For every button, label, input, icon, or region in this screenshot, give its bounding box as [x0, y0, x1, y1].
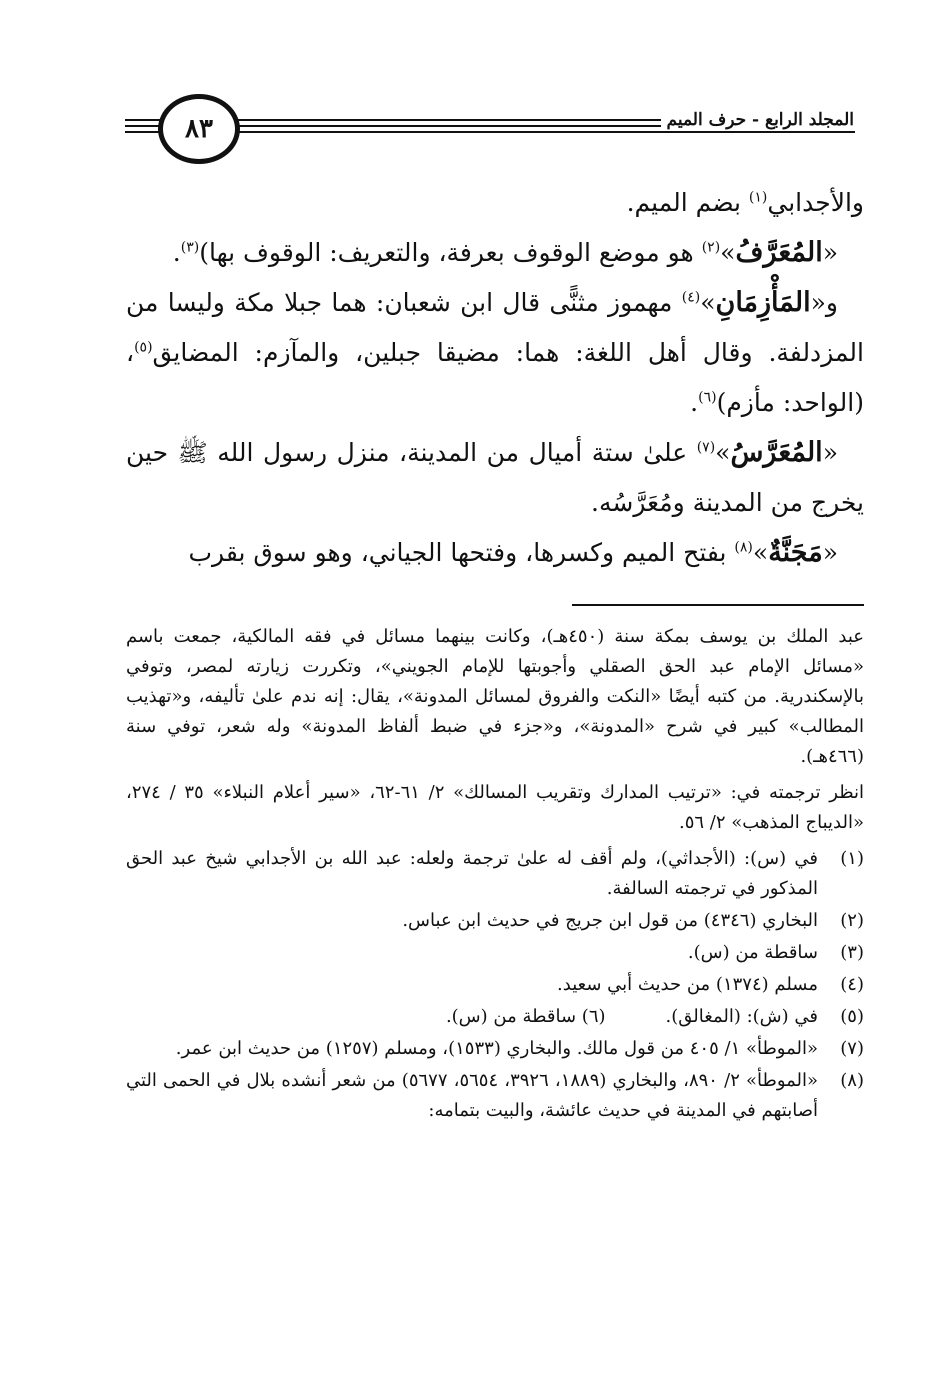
paragraph: و«المَأْزِمَانِ»$^{(٤)}$ مهموز مثنًّى قال ابن شعبان: هما جبلا مكة وليسا من المزدلفة. وقال أهل اللغة: هما: مضيقا جبلين، والمآزم: المضايق$^{(٥)}$، (الواحد: مأزم)$^{(٦)}$.: [126, 287, 864, 417]
footnote: (١) في (س): (الأجداثي)، ولم أقف له علىٰ ترجمة ولعله: عبد الله بن الأجدابي شيخ عبد الحق المذكور في ترجمته السالفة.: [126, 848, 864, 899]
headword: المُعَرَّفُ: [735, 237, 823, 268]
main-text: [126, 178, 864, 578]
paragraph: «مَجَنَّةٌ»$^{(٨)}$ بفتح الميم وكسرها، وفتحها الجياني، وهو سوق بقرب: [188, 537, 838, 568]
footnote: (٨) «الموطأ» ٢/ ٨٩٠، والبخاري (١٨٨٩، ٣٩٢٦، ٥٦٥٤، ٥٦٧٧) من شعر أنشده بلال في الحمى التي أصابتهم في المدينة في حديث عائشة، والبيت بتمامه:: [126, 1070, 864, 1121]
footnote: (٢) البخاري (٤٣٤٦) من قول ابن جريج في حديث ابن عباس.: [402, 910, 864, 931]
footnotes: [126, 622, 864, 1126]
paragraph: والأجدابي$^{(١)}$ بضم الميم.: [626, 188, 864, 217]
headword: مَجَنَّةٌ: [768, 537, 823, 568]
footnote-continuation: عبد الملك بن يوسف بمكة سنة (٤٥٠هـ)، وكانت بينهما مسائل في فقه المالكية، جمعت باسم «مسائل الإمام عبد الحق الصقلي وأجوبتها للإمام الجويني»، وتكررت زيارته لمصر، وتوفي بالإسكندرية. من كتبه أيضًا «النكت والفروق لمسائل المدونة»، يقال: إنه ندم علىٰ تأليفه، و«تهذيب المطالب» كبير في شرح «المدونة»، و«جزء في ضبط ألفاظ المدونة» وله شعر، توفي سنة (٤٦٦هـ).: [126, 626, 864, 767]
paragraph: «المُعَرَّفُ»$^{(٢)}$ هو موضع الوقوف بعرفة، والتعريف: الوقوف بها)$^{(٣)}$.: [172, 237, 838, 268]
footnote: (٤) مسلم (١٣٧٤) من حديث أبي سعيد.: [557, 974, 864, 995]
page-number: ٨٣: [158, 94, 240, 164]
page-header: [0, 92, 952, 162]
footnote: (٧) «الموطأ» ١/ ٤٠٥ من قول مالك. والبخاري (١٥٣٣)، ومسلم (١٢٥٧) من حديث ابن عمر.: [175, 1038, 864, 1059]
footnote-separator: [572, 604, 864, 606]
footnote-inline: (٦) ساقطة من (س).: [445, 1006, 606, 1027]
paragraph: «المُعَرَّسُ»$^{(٧)}$ علىٰ ستة أميال من المدينة، منزل رسول الله ﷺ حين يخرج من المدينة ومُعَرَّسُه.: [126, 437, 864, 517]
footnote-reference: انظر ترجمته في: «ترتيب المدارك وتقريب المسالك» ٢/ ٦١-٦٢، «سير أعلام النبلاء» ٣٥ / ٢٧٤، «الديباج المذهب» ٢/ ٥٦.: [126, 782, 864, 833]
footnote: (٥) في (ش): (المغالق).(٦) ساقطة من (س).: [445, 1006, 864, 1027]
running-title: المجلد الرابع - حرف الميم: [661, 110, 860, 130]
headword: المَأْزِمَانِ: [715, 287, 811, 318]
headword: المُعَرَّسُ: [730, 437, 823, 468]
footnote: (٣) ساقطة من (س).: [687, 942, 864, 963]
